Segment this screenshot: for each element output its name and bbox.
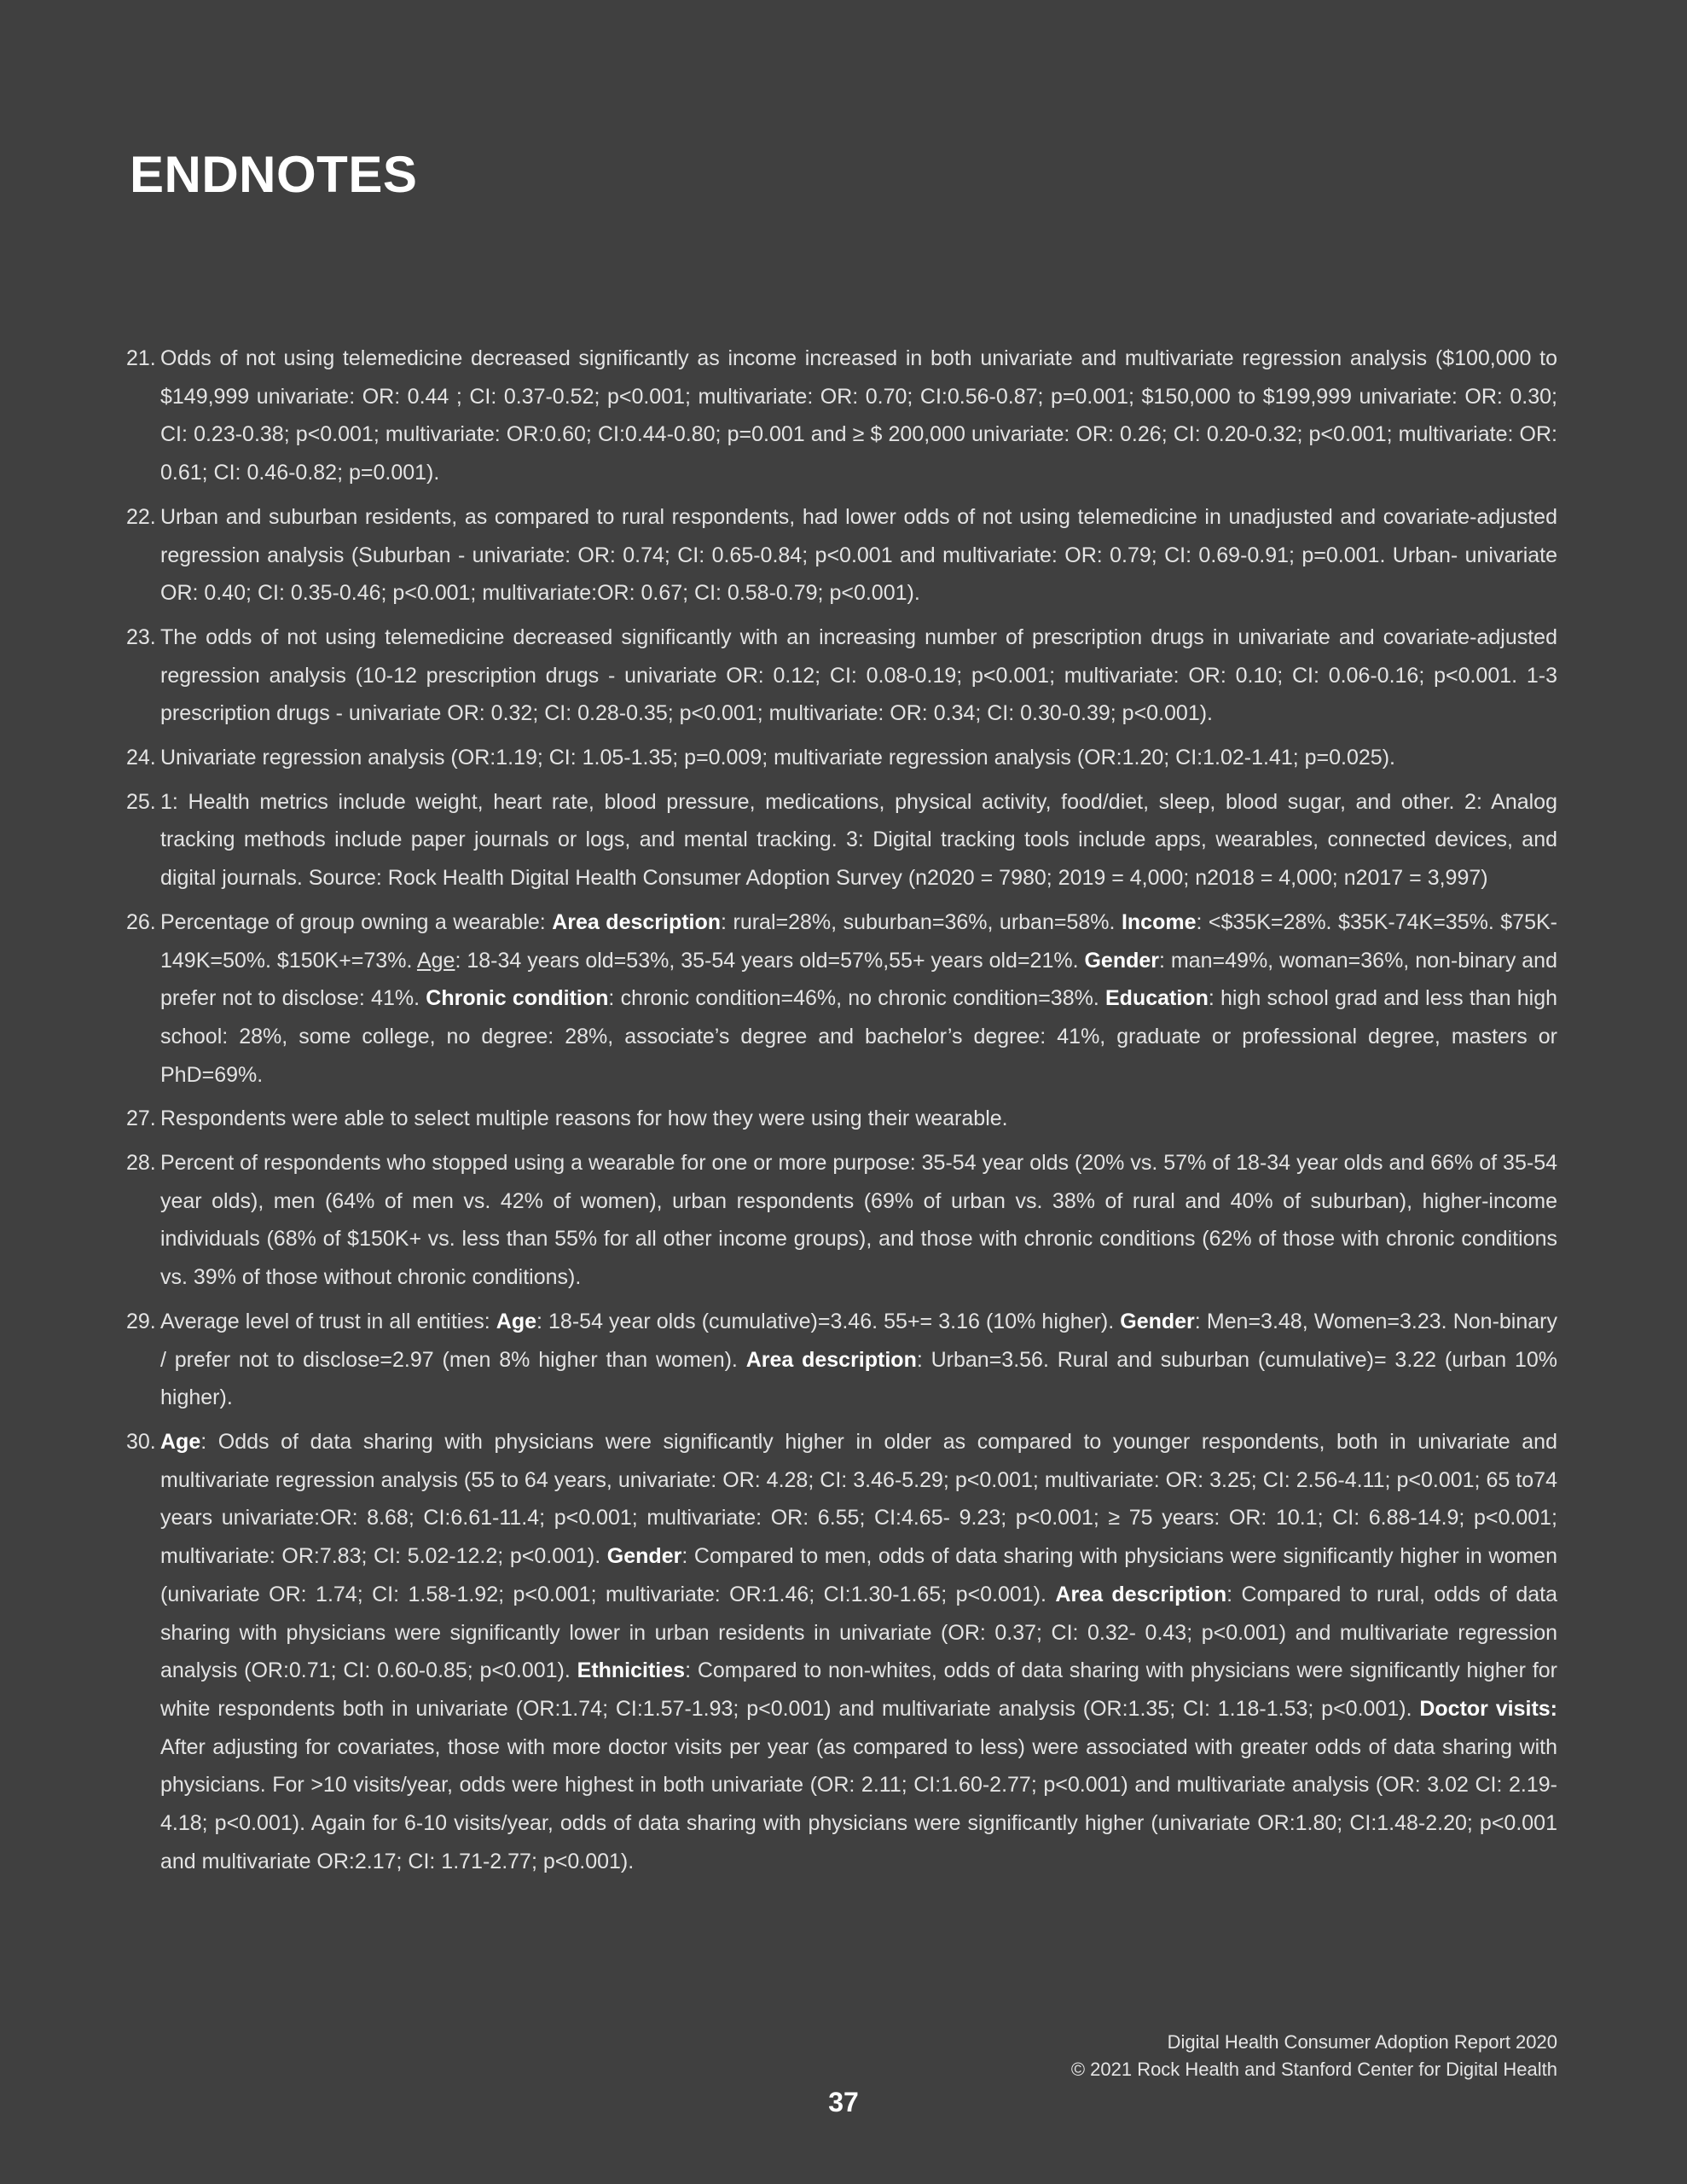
endnote-bold-label: Chronic condition	[426, 986, 609, 1011]
endnotes-list	[126, 340, 1557, 1886]
endnote-text: The odds of not using telemedicine decreased significantly with an increasing number of prescription drugs in univariate and covariate-adjusted regression analysis (10-12 prescription drugs - univariate OR: 0.12; CI: 0.08-0.19; p<0.001; multivariate: OR: 0.10; CI: 0.06-0.16; p<0.001. 1-3 prescription drugs - univariate OR: 0.32; CI: 0.28-0.35; p<0.001; multivariate: OR: 0.34; CI: 0.30-0.39; p<0.001).	[160, 624, 1557, 726]
endnote-text: : <$35K=28%. $35K-74K=35%. $75K-149K=50%. $150K+=73%.	[160, 909, 1557, 973]
endnote-item	[126, 1423, 1557, 1880]
endnote-underlined-label: Age	[416, 948, 455, 973]
endnote-item	[126, 1144, 1557, 1297]
endnote-number: 26.	[126, 909, 156, 934]
endnote-text: Univariate regression analysis (OR:1.19; CI: 1.05-1.35; p=0.009; multivariate regression analysis (OR:1.20; CI:1.02-1.41; p=0.025).	[160, 746, 1395, 770]
endnote-item	[126, 498, 1557, 613]
endnote-text: : Urban=3.56. Rural and suburban (cumulative)= 3.22 (urban 10% higher).	[160, 1347, 1558, 1410]
endnote-item	[126, 903, 1557, 1095]
endnote-number: 27.	[126, 1107, 156, 1131]
footer-report-title: Digital Health Consumer Adoption Report 2020	[1167, 2031, 1557, 2053]
endnote-number: 28.	[126, 1151, 156, 1176]
endnote-bold-label: Doctor visits:	[1419, 1696, 1557, 1721]
endnote-number: 25.	[126, 789, 156, 814]
endnote-item	[126, 340, 1557, 492]
endnote-item	[126, 1100, 1557, 1138]
endnote-text: Percent of respondents who stopped using a wearable for one or more purpose: 35-54 year olds (20% vs. 57% of 18-34 year olds and 66% of 35-54 year olds), men (64% of men vs. 42% of women), urban respondents (69% of urban vs. 38% of rural and 40% of suburban), higher-income individuals (68% of $150K+ vs. less than 55% for all other income groups), and those with chronic conditions (62% of those with chronic conditions vs. 39% of those without chronic conditions).	[160, 1151, 1557, 1290]
endnote-bold-label: Age	[160, 1429, 201, 1454]
endnote-text: : chronic condition=46%, no chronic condition=38%.	[608, 986, 1105, 1011]
endnote-text: Urban and suburban residents, as compared to rural respondents, had lower odds of not using telemedicine in unadjusted and covariate-adjusted regression analysis (Suburban - univariate: OR: 0.74; CI: 0.65-0.84; p<0.001 and multivariate: OR: 0.79; CI: 0.69-0.91; p=0.001. Urban- univariate OR: 0.40; CI: 0.35-0.46; p<0.001; multivariate:OR: 0.67; CI: 0.58-0.79; p<0.001).	[160, 504, 1557, 606]
endnote-text: Average level of trust in all entities:	[160, 1309, 496, 1333]
endnote-number: 23.	[126, 624, 156, 649]
endnote-number: 29.	[126, 1309, 156, 1333]
endnote-bold-label: Age	[496, 1309, 536, 1333]
footer-copyright: © 2021 Rock Health and Stanford Center for Digital Health	[1070, 2059, 1557, 2080]
endnote-bold-label: Area description	[552, 909, 722, 934]
endnote-text: : Compared to men, odds of data sharing with physicians were significantly higher in women (univariate OR: 1.74; CI: 1.58-1.92; p<0.001; multivariate: OR:1.46; CI:1.30-1.65; p<0.001).	[160, 1544, 1557, 1606]
endnote-bold-label: Gender	[606, 1544, 682, 1569]
endnote-bold-label: Area description	[1055, 1582, 1227, 1606]
endnote-bold-label: Income	[1121, 909, 1197, 934]
endnote-bold-label: Education	[1105, 986, 1209, 1011]
endnote-text: : rural=28%, suburban=36%, urban=58%.	[721, 909, 1122, 934]
endnote-number: 21.	[126, 346, 156, 370]
endnote-bold-label: Gender	[1120, 1309, 1195, 1333]
endnote-text: After adjusting for covariates, those with more doctor visits per year (as compared to less) were associated with greater odds of data sharing with physicians. For >10 visits/year, odds were highest in both univariate (OR: 2.11; CI:1.60-2.77; p<0.001) and multivariate analysis (OR: 3.02 CI: 2.19-4.18; p<0.001). Again for 6-10 visits/year, odds of data sharing with physicians were significantly higher (univariate OR:1.80; CI:1.48-2.20; p<0.001 and multivariate OR:2.17; CI: 1.71-2.77; p<0.001).	[160, 1734, 1557, 1873]
endnote-item	[126, 1303, 1557, 1417]
footer	[1071, 2029, 1557, 2083]
endnote-text: : Odds of data sharing with physicians were significantly higher in older as compared to younger respondents, both in univariate and multivariate regression analysis (55 to 64 years, univariate: OR: 4.28; CI: 3.46-5.29; p<0.001; multivariate: OR: 3.25; CI: 2.56-4.11; p<0.001; 65 to74 years univariate:OR: 8.68; CI:6.61-11.4; p<0.001; multivariate: OR: 6.55; CI:4.65- 9.23; p<0.001; ≥ 75 years: OR: 10.1; CI: 6.88-14.9; p<0.001; multivariate: OR:7.83; CI: 5.02-12.2; p<0.001).	[160, 1429, 1557, 1569]
endnote-text: Odds of not using telemedicine decreased significantly as income increased in both univariate and multivariate regression analysis ($100,000 to $149,999 univariate: OR: 0.44 ; CI: 0.37-0.52; p<0.001; multivariate: OR: 0.70; CI:0.56-0.87; p=0.001; $150,000 to $199,999 univariate: OR: 0.30; CI: 0.23-0.38; p<0.001; multivariate: OR:0.60; CI:0.44-0.80; p=0.001 and ≥ $ 200,000 univariate: OR: 0.26; CI: 0.20-0.32; p<0.001; multivariate: OR: 0.61; CI: 0.46-0.82; p=0.001).	[160, 346, 1557, 485]
endnote-number: 30.	[126, 1429, 156, 1454]
endnote-text: 1: Health metrics include weight, heart rate, blood pressure, medications, physical activity, food/diet, sleep, blood sugar, and other. 2: Analog tracking methods include paper journals or logs, and mental tracking. 3: Digital tracking tools include apps, wearables, connected devices, and digital journals. Source: Rock Health Digital Health Consumer Adoption Survey (n2020 = 7980; 2019 = 4,000; n2018 = 4,000; n2017 = 3,997)	[160, 789, 1557, 891]
endnote-text: Respondents were able to select multiple reasons for how they were using their wearable.	[160, 1107, 1008, 1131]
endnote-text: Percentage of group owning a wearable:	[160, 909, 553, 934]
endnote-number: 24.	[126, 746, 156, 770]
endnote-text: : high school grad and less than high school: 28%, some college, no degree: 28%, associate’s degree and bachelor’s degree: 41%, graduate or professional degree, masters or PhD=69%.	[160, 986, 1557, 1087]
endnote-item	[126, 739, 1557, 777]
endnote-number: 22.	[126, 504, 156, 529]
endnote-item	[126, 783, 1557, 897]
endnote-text: : 18-54 year olds (cumulative)=3.46. 55+= 3.16 (10% higher).	[536, 1309, 1121, 1333]
endnote-bold-label: Area description	[745, 1347, 917, 1372]
endnote-text: : Compared to rural, odds of data sharing with physicians were significantly lower in urban residents in univariate (OR: 0.37; CI: 0.32- 0.43; p<0.001) and multivariate regression analysis (OR:0.71; CI: 0.60-0.85; p<0.001).	[160, 1582, 1558, 1683]
endnote-text: : man=49%, woman=36%, non-binary and prefer not to disclose: 41%.	[160, 948, 1557, 1011]
endnote-text: : 18-34 years old=53%, 35-54 years old=57%,55+ years old=21%.	[455, 948, 1085, 973]
endnote-text: : Compared to non-whites, odds of data sharing with physicians were significantly higher for white respondents both in univariate (OR:1.74; CI:1.57-1.93; p<0.001) and multivariate analysis (OR:1.35; CI: 1.18-1.53; p<0.001).	[160, 1658, 1557, 1721]
endnote-item	[126, 619, 1557, 733]
endnote-text: : Men=3.48, Women=3.23. Non-binary / prefer not to disclose=2.97 (men 8% higher than women).	[160, 1309, 1557, 1372]
page-title: ENDNOTES	[130, 146, 418, 203]
endnote-bold-label: Ethnicities	[577, 1658, 686, 1683]
page-number: 37	[828, 2087, 859, 2117]
endnote-bold-label: Gender	[1084, 948, 1160, 973]
